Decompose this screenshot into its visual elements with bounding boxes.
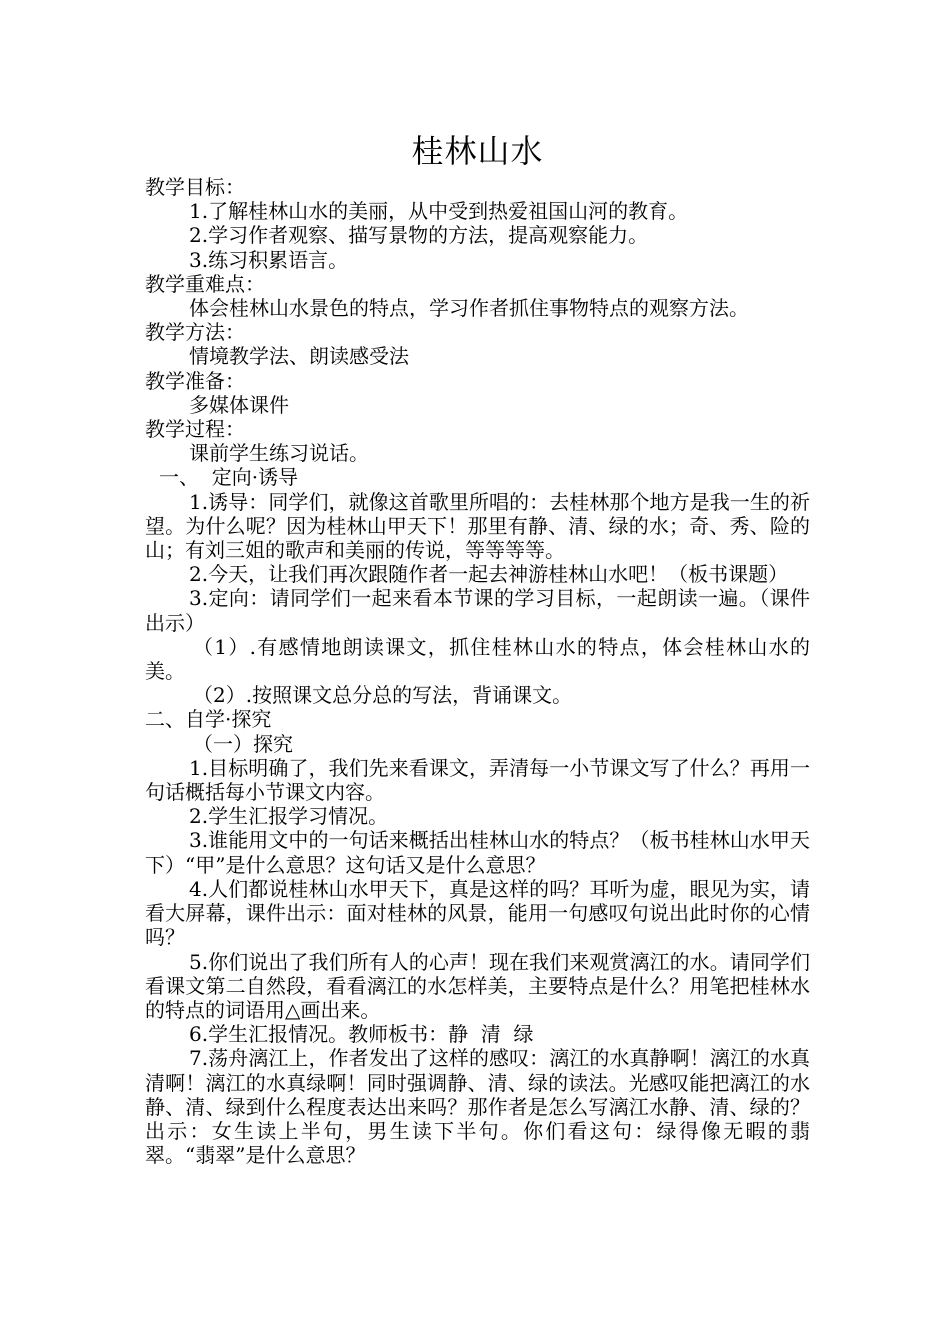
methods-text: 情境教学法、朗读感受法 (189, 344, 409, 369)
section-1-item-3: 3.定向：请同学们一起来看本节课的学习目标，一起朗读一遍。（课件出示） (145, 586, 810, 635)
section-1-heading: 一、 定向·诱导 (159, 465, 299, 490)
heading-key-points: 教学重难点： (145, 271, 265, 296)
section-2-item-1: 1.目标明确了，我们先来看课文，弄清每一小节课文写了什么？再用一句话概括每小节课文内容。 (145, 755, 810, 805)
objective-2: 2.学习作者观察、描写景物的方法，提高观察能力。 (189, 223, 649, 248)
section-1-item-1: 1.诱导：同学们，就像这首歌里所唱的：去桂林那个地方是我一生的祈望。为什么呢？因为桂林山甲天下！那里有静、清、绿的水；奇、秀、险的山；有刘三姐的歌声和美丽的传说，等等等等。 (145, 489, 810, 563)
key-points-text: 体会桂林山水景色的特点，学习作者抓住事物特点的观察方法。 (189, 296, 749, 321)
section-2-item-7: 7.荡舟漓江上，作者发出了这样的感叹：漓江的水真静啊！漓江的水真清啊！漓江的水真绿啊！同时强调静、清、绿的读法。光感叹能把漓江的水静、清、绿到什么程度表达出来吗？那作者是怎么写漓江水静、清、绿的？出示：女生读上半句，男生读下半句。你们看这句：绿得像无暇的翡翠。“翡翠”是什么意思？ (145, 1046, 810, 1168)
document-page (145, 128, 810, 1167)
heading-preparation: 教学准备： (145, 368, 245, 393)
section-2-item-5: 5.你们说出了我们所有人的心声！现在我们来观赏漓江的水。请同学们看课文第二自然段，看看漓江的水怎样美，主要特点是什么？用笔把桂林水的特点的词语用△画出来。 (145, 949, 810, 1022)
process-intro: 课前学生练习说话。 (189, 441, 369, 466)
heading-methods: 教学方法： (145, 320, 245, 345)
section-1-item-2: 2.今天，让我们再次跟随作者一起去神游桂林山水吧！（板书课题） (189, 562, 789, 587)
heading-process: 教学过程： (145, 417, 245, 442)
section-2-item-3: 3.谁能用文中的一句话来概括出桂林山水的特点？（板书桂林山水甲天下）“甲”是什么意思？这句话又是什么意思？ (145, 828, 810, 877)
section-2-heading: 二、自学·探究 (145, 707, 272, 732)
objective-1: 1.了解桂林山水的美丽，从中受到热爱祖国山河的教育。 (189, 199, 689, 224)
preparation-text: 多媒体课件 (189, 392, 289, 417)
heading-objectives: 教学目标： (145, 175, 245, 199)
document-title: 桂林山水 (411, 132, 544, 170)
section-2-item-4: 4.人们都说桂林山水甲天下，真是这样的吗？耳听为虚，眼见为实，请看大屏幕，课件出示：面对桂林的风景，能用一句感叹句说出此时你的心情吗？ (145, 876, 810, 950)
objective-3: 3.练习积累语言。 (189, 247, 349, 272)
section-2-item-2: 2.学生汇报学习情况。 (189, 804, 389, 829)
section-1-subitem-2: （2）.按照课文总分总的写法，背诵课文。 (193, 683, 573, 708)
section-2-item-6: 6.学生汇报情况。教师板书：静 清 绿 (189, 1022, 534, 1047)
section-1-subitem-1: （1）.有感情地朗读课文，抓住桂林山水的特点，体会桂林山水的美。 (145, 634, 810, 684)
section-2-subheading: （一）探究 (193, 731, 293, 756)
